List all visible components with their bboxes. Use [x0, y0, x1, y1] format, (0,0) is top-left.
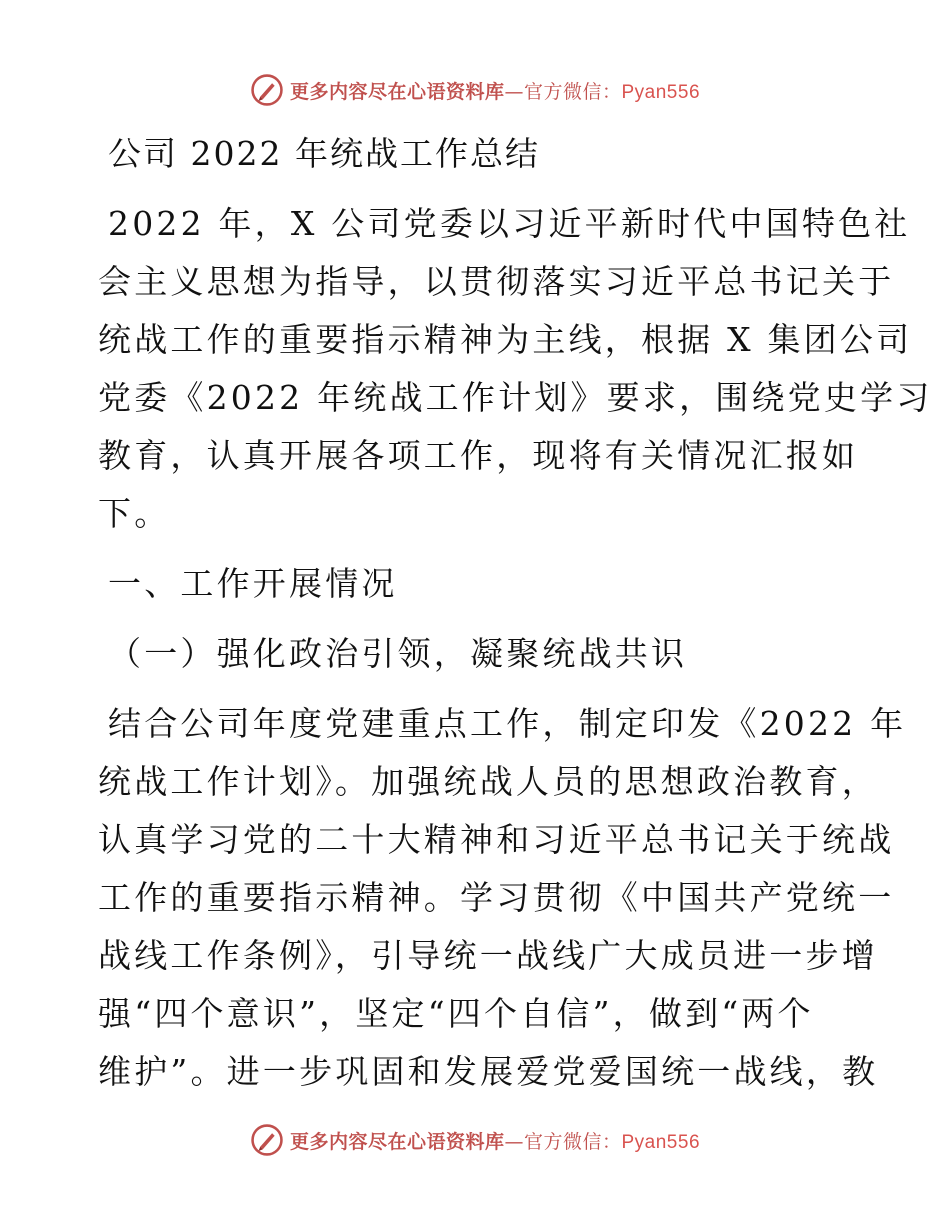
paragraph-line: 战线工作条例》，引导统一战线广大成员进一步增: [98, 936, 878, 975]
paragraph-line: 下。: [98, 494, 171, 533]
watermark-main: 更多内容尽在心语资料库: [289, 1130, 505, 1153]
watermark-label: 官方微信：: [523, 80, 622, 103]
intro-paragraph: [98, 195, 933, 543]
watermark-footer: [0, 1120, 950, 1160]
pen-logo-icon: [250, 1123, 284, 1157]
watermark-header: [0, 70, 950, 110]
paragraph-line: 党委《2022 年统战工作计划》要求，围绕党史学习: [98, 378, 933, 417]
watermark-text: [290, 77, 700, 104]
paragraph-line: 强“四个意识”，坚定“四个自信”，做到“两个: [98, 994, 814, 1033]
watermark-dash: —: [504, 80, 524, 103]
body-paragraph: [98, 695, 907, 1101]
paragraph-line: 统战工作计划》。加强统战人员的思想政治教育，: [98, 762, 878, 801]
watermark-id: Pyan556: [621, 81, 701, 103]
paragraph-line: 维护”。进一步巩固和发展爱党爱国统一战线，教: [98, 1052, 879, 1091]
watermark-label: 官方微信：: [523, 1130, 622, 1153]
subsection-heading: （一）强化政治引领，凝聚统战共识: [108, 634, 688, 673]
watermark-dash: —: [504, 1130, 524, 1153]
document-body: [98, 125, 933, 1113]
section-heading: 一、工作开展情况: [108, 564, 398, 603]
paragraph-line: 结合公司年度党建重点工作，制定印发《2022 年: [108, 704, 907, 743]
watermark-main: 更多内容尽在心语资料库: [289, 80, 505, 103]
paragraph-line: 工作的重要指示精神。学习贯彻《中国共产党统一: [98, 878, 895, 917]
paragraph-line: 认真学习党的二十大精神和习近平总书记关于统战: [98, 820, 895, 859]
paragraph-line: 2022 年，X 公司党委以习近平新时代中国特色社: [108, 204, 911, 243]
pen-logo-icon: [250, 73, 284, 107]
paragraph-line: 教育，认真开展各项工作，现将有关情况汇报如: [98, 436, 859, 475]
document-title: 公司 2022 年统战工作总结: [108, 134, 540, 173]
paragraph-line: 会主义思想为指导，以贯彻落实习近平总书记关于: [98, 262, 895, 301]
paragraph-line: 统战工作的重要指示精神为主线，根据 X 集团公司: [98, 320, 913, 359]
watermark-text: [290, 1127, 700, 1154]
watermark-id: Pyan556: [621, 1131, 701, 1153]
